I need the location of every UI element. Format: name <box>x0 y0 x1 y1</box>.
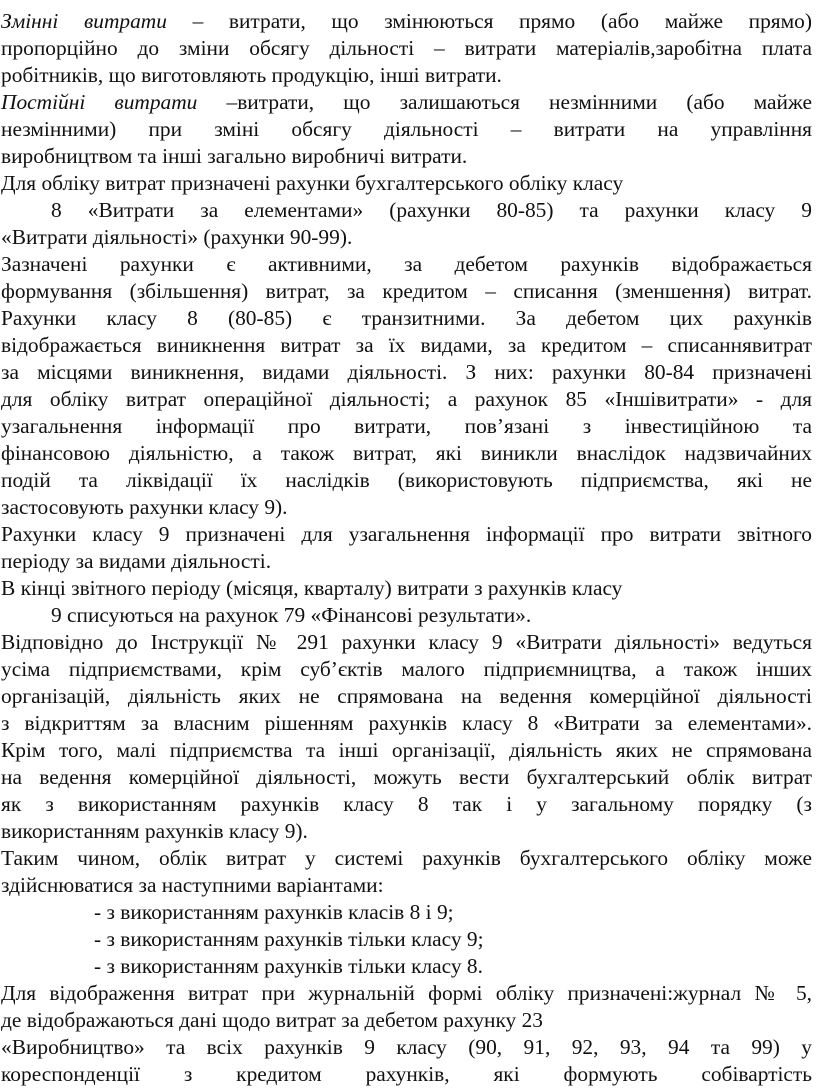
p9-line-4: кореспонденції з кредитом рахунків, які формують собівартість <box>1 1062 812 1086</box>
p3-line-2: 8 «Витрати за елементами» (рахунки 80-85) та рахунки класу 9 <box>51 198 812 222</box>
term-variable-costs: Змінні витрати <box>1 9 167 33</box>
p4-line-1: Зазначені рахунки є активними, за дебетом рахунків відображається <box>1 252 812 276</box>
p4-line-4: відображається виникнення витрат за їх видами, за кредитом – списаннявитрат <box>1 333 812 357</box>
p7-line-2: усіма підприємствами, крім суб’єктів малого підприємництва, а також інших <box>1 657 812 681</box>
p2-line-1 <box>1 89 812 116</box>
list-item: - з використанням рахунків тільки класу 8. <box>94 954 483 978</box>
list-item: - з використанням рахунків класів 8 і 9; <box>94 900 454 924</box>
p4-line-2: формування (збільшення) витрат, за кредитом – списання (зменшення) витрат. <box>1 279 812 303</box>
p1-line-3: робітників, що виготовляють продукцію, інші витрати. <box>1 63 502 87</box>
p1-text-1: – витрати, що змінюються прямо (або майже прямо) <box>192 9 812 33</box>
p7-line-5: Крім того, малі підприємства та інші організації, діяльність яких не спрямована <box>1 738 812 762</box>
p9-line-3: «Виробництво» та всіх рахунків 9 класу (90, 91, 92, 93, 94 та 99) у <box>1 1035 812 1059</box>
p7-line-6: на ведення комерційної діяльності, можуть вести бухгалтерський облік витрат <box>1 765 812 789</box>
p7-line-1: Відповідно до Інструкції № 291 рахунки класу 9 «Витрати діяльності» ведуться <box>1 630 812 654</box>
p2-line-2: незмінними) при зміні обсягу діяльності – витрати на управління <box>1 117 812 141</box>
p3-line-3: «Витрати діяльності» (рахунки 90-99). <box>1 225 353 249</box>
p5-line-2: періоду за видами діяльності. <box>1 549 272 573</box>
p6-line-1: В кінці звітного періоду (місяця, кварталу) витрати з рахунків класу <box>1 576 623 600</box>
p6-line-2: 9 списуються на рахунок 79 «Фінансові результати». <box>51 603 532 627</box>
p4-line-9: подій та ліквідації їх наслідків (використовують підприємства, які не <box>1 468 812 492</box>
p1-line-2: пропорційно до зміни обсягу дільності – витрати матеріалів,заробітна плата <box>1 36 812 60</box>
p4-line-7: узагальнення інформації про витрати, пов’язані з інвестиційною та <box>1 414 812 438</box>
p5-line-1: Рахунки класу 9 призначені для узагальнення інформації про витрати звітного <box>1 522 812 546</box>
p9-line-2: де відображаються дані щодо витрат за дебетом рахунку 23 <box>1 1008 543 1032</box>
term-fixed-costs: Постійні витрати <box>1 90 198 114</box>
p7-line-3: організацій, діяльність яких не спрямована на ведення комерційної діяльності <box>1 684 812 708</box>
p4-line-8: фінансовою діяльністю, а також витрат, які виникли внаслідок надзвичайних <box>1 441 812 465</box>
p2-line-3: виробництвом та інші загально виробничі витрати. <box>1 144 468 168</box>
p4-line-6: для обліку витрат операційної діяльності; а рахунок 85 «Іншівитрати» - для <box>1 387 812 411</box>
p4-line-3: Рахунки класу 8 (80-85) є транзитними. За дебетом цих рахунків <box>1 306 812 330</box>
p8-line-1: Таким чином, облік витрат у системі рахунків бухгалтерського обліку може <box>1 846 812 870</box>
p7-line-8: використанням рахунків класу 9). <box>1 819 308 843</box>
p4-line-5: за місцями виникнення, видами діяльності. З них: рахунки 80-84 призначені <box>1 360 812 384</box>
p7-line-7: як з використанням рахунків класу 8 так і у загальному порядку (з <box>1 792 812 816</box>
p8-line-2: здійснюватися за наступними варіантами: <box>1 873 384 897</box>
p7-line-4: з відкриттям за власним рішенням рахунків класу 8 «Витрати за елементами». <box>1 711 812 735</box>
p4-line-10: застосовують рахунки класу 9). <box>1 495 288 519</box>
p2-text-1: –витрати, що залишаються незмінними (або майже <box>226 90 812 114</box>
list-item: - з використанням рахунків тільки класу 9; <box>94 927 484 951</box>
p9-line-1: Для відображення витрат при журнальній формі обліку призначені:журнал № 5, <box>1 981 812 1005</box>
p1-line-1 <box>1 8 812 35</box>
p3-line-1: Для обліку витрат призначені рахунки бухгалтерського обліку класу <box>1 171 624 195</box>
